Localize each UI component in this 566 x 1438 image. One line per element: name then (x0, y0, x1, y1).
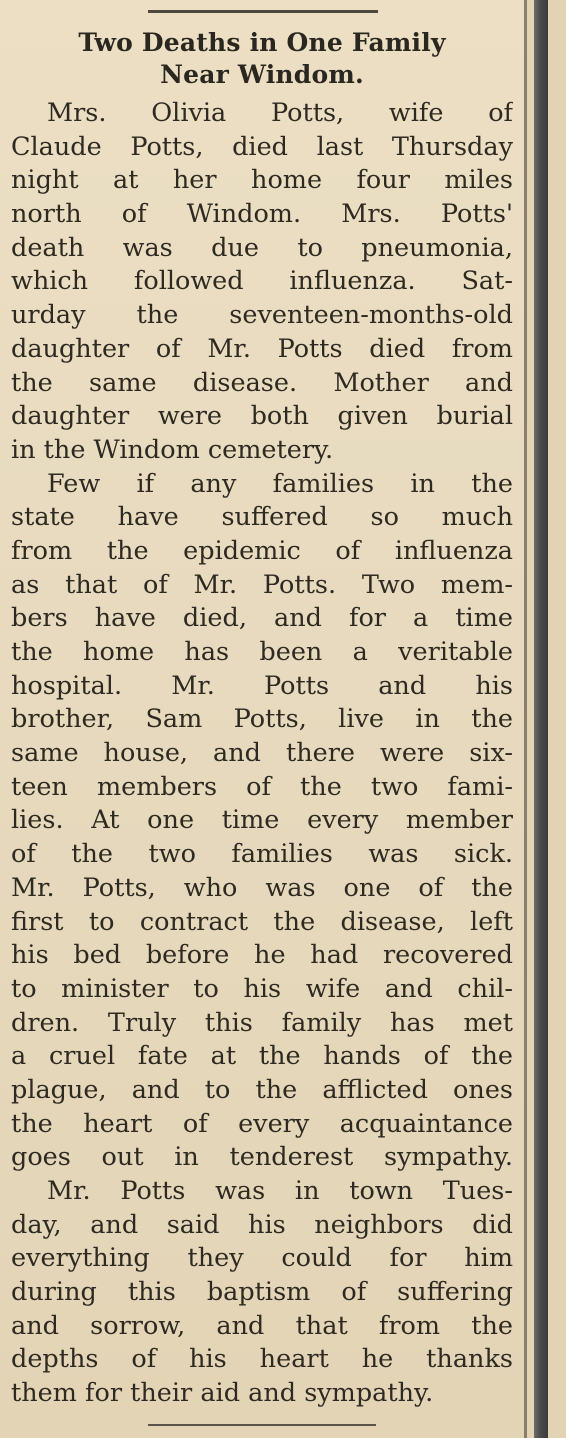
paragraph (11, 97, 513, 468)
headline-line: Near Windom. (160, 60, 364, 89)
text-line: as that of Mr. Potts. Two mem- (11, 569, 513, 600)
article-headline (12, 27, 512, 91)
text-line: same house, and there were six- (11, 738, 513, 769)
column-divider-rule (534, 0, 548, 1438)
text-line: death was due to pneumonia, (11, 232, 513, 263)
text-line: in the Windom cemetery. (11, 434, 334, 465)
text-line: goes out in tenderest sympathy. (11, 1142, 513, 1173)
top-divider-rule (148, 10, 378, 13)
paragraph (11, 1175, 513, 1411)
text-line: state have suffered so much (11, 502, 513, 533)
text-line: and sorrow, and that from the (11, 1310, 513, 1341)
text-line: Mr. Potts was in town Tues- (47, 1176, 513, 1206)
text-line: dren. Truly this family has met (11, 1007, 513, 1038)
text-line: a cruel fate at the hands of the (11, 1041, 513, 1072)
text-line: the home has been a veritable (11, 637, 513, 667)
text-line: brother, Sam Potts, live in the (11, 704, 513, 735)
text-line: north of Windom. Mrs. Potts' (11, 199, 513, 230)
text-line: Few if any families in the (47, 468, 513, 499)
headline-line: Two Deaths in One Family (78, 28, 446, 57)
text-line: to minister to his wife and chil- (11, 973, 513, 1004)
text-line: Mr. Potts, who was one of the (11, 872, 513, 903)
column-edge (524, 0, 527, 1438)
text-line: Claude Potts, died last Thursday (11, 131, 513, 162)
text-line: the heart of every acquaintance (11, 1108, 513, 1139)
text-line: urday the seventeen-months-old (11, 300, 513, 331)
text-line: depths of his heart he thanks (11, 1344, 513, 1375)
text-line: daughter of Mr. Potts died from (11, 333, 513, 364)
text-line: plague, and to the afflicted ones (11, 1074, 513, 1105)
text-line: daughter were both given burial (11, 401, 513, 432)
text-line: teen members of the two fami- (11, 771, 513, 802)
text-line: during this baptism of suffering (11, 1277, 513, 1308)
text-line: hospital. Mr. Potts and his (11, 670, 513, 701)
text-line: them for their aid and sympathy. (11, 1378, 434, 1409)
text-line: from the epidemic of influenza (11, 535, 513, 566)
text-line: his bed before he had recovered (11, 940, 513, 971)
article-body (11, 97, 513, 1411)
bottom-divider-rule (148, 1424, 376, 1426)
text-line: of the two families was sick. (11, 839, 513, 870)
text-line: lies. At one time every member (11, 805, 513, 836)
text-line: night at her home four miles (11, 165, 513, 196)
text-line: everything they could for him (11, 1243, 513, 1274)
text-line: bers have died, and for a time (11, 603, 513, 634)
text-line: first to contract the disease, left (11, 906, 513, 937)
text-line: day, and said his neighbors did (11, 1209, 513, 1240)
text-line: the same disease. Mother and (11, 367, 513, 398)
text-line: Mrs. Olivia Potts, wife of (47, 98, 513, 128)
paragraph (11, 468, 513, 1175)
text-line: which followed influenza. Sat- (11, 266, 513, 297)
